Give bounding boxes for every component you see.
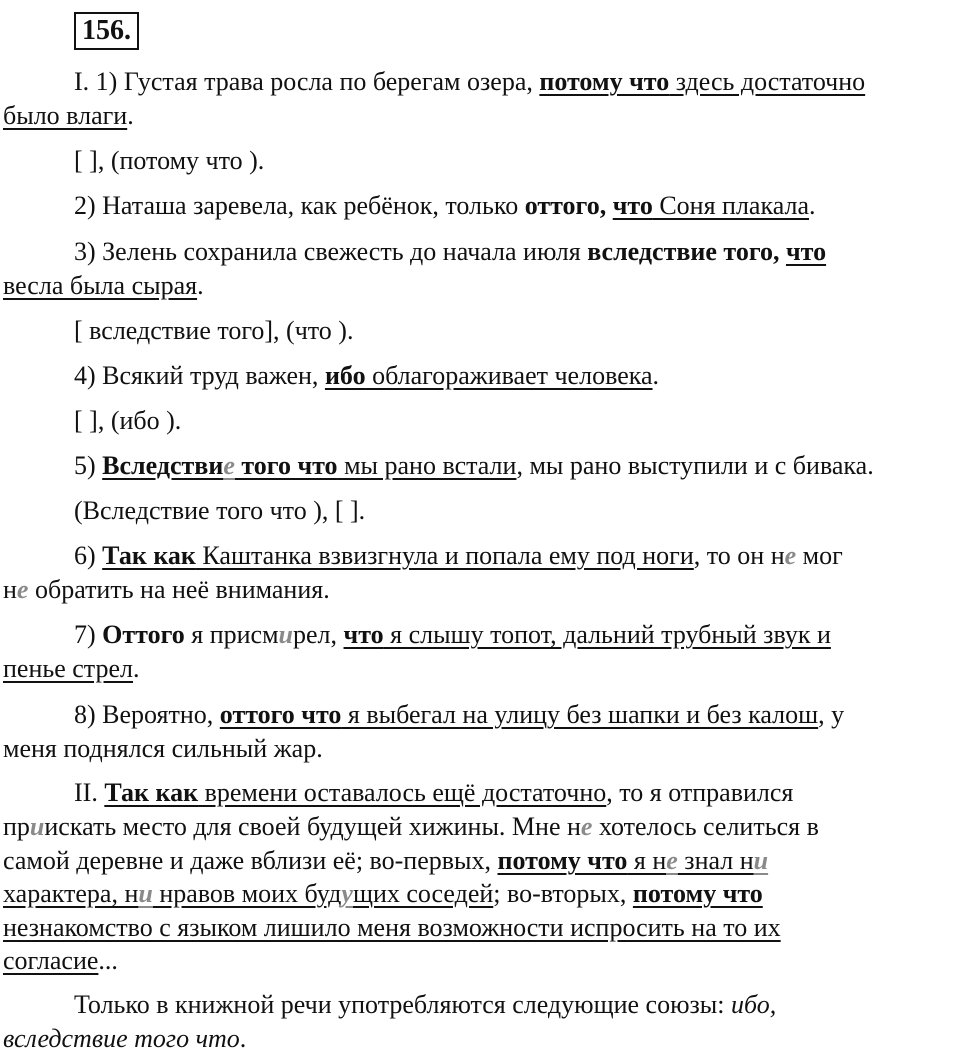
text-segment: того что bbox=[234, 451, 338, 480]
text-line bbox=[74, 146, 960, 176]
text-segment: самой деревне и даже вблизи её; во-первых, bbox=[3, 846, 498, 875]
text-line bbox=[3, 946, 960, 976]
text-segment: . bbox=[239, 1024, 247, 1053]
text-segment: Вследстви bbox=[102, 451, 224, 480]
text-segment: характера, н bbox=[3, 879, 139, 908]
text-segment: Так как bbox=[104, 778, 199, 807]
text-segment: [ ], (ибо ). bbox=[74, 406, 182, 435]
text-segment: вследствие того что bbox=[3, 1024, 240, 1053]
text-segment: е bbox=[784, 541, 797, 570]
text-segment: н bbox=[3, 575, 17, 604]
text-line bbox=[74, 496, 960, 526]
text-segment: Оттого bbox=[102, 620, 185, 649]
text-segment: (Вследствие того что ), [ ]. bbox=[74, 496, 366, 525]
text-segment: . bbox=[197, 271, 204, 300]
text-segment: ибо bbox=[324, 361, 366, 390]
text-segment: и bbox=[138, 879, 153, 908]
text-segment: здесь достаточно bbox=[669, 67, 866, 96]
text-segment: . bbox=[127, 101, 134, 130]
text-segment: незнакомство с языком лишило меня возможности испросить на то их bbox=[3, 913, 781, 942]
text-line bbox=[74, 361, 960, 391]
text-segment: [ ], (потому что ). bbox=[74, 146, 265, 175]
text-segment: мы рано встали bbox=[337, 451, 517, 480]
text-segment: облагораживает человека bbox=[365, 361, 653, 390]
text-line bbox=[3, 734, 960, 764]
text-segment: потому что bbox=[632, 879, 763, 908]
text-segment: ибо, bbox=[730, 990, 777, 1019]
text-segment: Каштанка взвизгнула и попала ему под ноги bbox=[195, 541, 694, 570]
text-segment: , то он н bbox=[693, 541, 785, 570]
exercise-number: 156. bbox=[74, 12, 139, 50]
text-segment: ... bbox=[98, 946, 118, 975]
text-segment: Соня плакала bbox=[652, 191, 809, 220]
text-line bbox=[3, 879, 960, 909]
text-line bbox=[74, 191, 960, 221]
text-segment: 2) Наташа заревела, как ребёнок, только bbox=[74, 191, 525, 220]
text-segment: обратить на неё внимания. bbox=[28, 575, 330, 604]
text-segment: знал н bbox=[677, 846, 754, 875]
text-segment: Только в книжной речи употребляются следующие союзы: bbox=[74, 990, 731, 1019]
text-segment: и bbox=[753, 846, 769, 875]
text-line bbox=[3, 654, 960, 684]
text-line bbox=[3, 812, 960, 842]
text-segment: оттого что bbox=[219, 700, 342, 729]
text-segment: щих соседей bbox=[352, 879, 494, 908]
text-segment: . bbox=[652, 361, 660, 390]
text-segment: было влаги bbox=[3, 101, 128, 130]
text-segment: я слышу топот, дальний трубный звук и bbox=[383, 620, 831, 649]
text-segment: II. bbox=[74, 778, 105, 807]
text-segment: е bbox=[223, 451, 235, 480]
text-segment: меня поднялся сильный жар. bbox=[3, 734, 323, 763]
text-segment: пенье стрел bbox=[3, 654, 133, 683]
text-segment: времени оставалось ещё достаточно bbox=[198, 778, 607, 807]
text-line bbox=[74, 541, 960, 571]
text-segment: согласие bbox=[3, 946, 99, 975]
text-segment: пр bbox=[3, 812, 30, 841]
text-segment: 3) Зелень сохранила свежесть до начала июля bbox=[74, 237, 588, 266]
text-segment: 6) bbox=[74, 541, 103, 570]
text-line bbox=[74, 990, 960, 1020]
text-segment: е bbox=[16, 575, 29, 604]
text-segment: я присм bbox=[184, 620, 279, 649]
text-segment: е bbox=[580, 812, 593, 841]
text-segment: вследствие того, bbox=[587, 237, 786, 266]
text-segment: [ вследствие того], (что ). bbox=[74, 316, 354, 345]
text-line bbox=[3, 846, 960, 876]
text-line bbox=[3, 271, 960, 301]
text-line bbox=[74, 406, 960, 436]
text-line bbox=[3, 913, 960, 943]
text-segment: . bbox=[809, 191, 816, 220]
text-segment: что bbox=[785, 237, 827, 266]
text-line bbox=[74, 778, 960, 808]
text-line bbox=[3, 1024, 960, 1054]
text-segment: 8) Вероятно, bbox=[74, 700, 220, 729]
text-segment: мог bbox=[796, 541, 843, 570]
text-segment: что bbox=[343, 620, 384, 649]
text-line bbox=[74, 700, 960, 730]
text-segment: потому что bbox=[539, 67, 670, 96]
text-segment: . bbox=[133, 654, 140, 683]
text-segment: рел, bbox=[293, 620, 344, 649]
text-segment: , мы рано выступили и с бивака. bbox=[516, 451, 874, 480]
text-line bbox=[3, 575, 960, 605]
text-segment: весла была сырая bbox=[3, 271, 198, 300]
text-segment: что bbox=[612, 191, 653, 220]
text-segment: я выбегал на улицу без шапки и без калош bbox=[341, 700, 819, 729]
text-segment: 7) bbox=[74, 620, 103, 649]
text-segment: ; во-вторых, bbox=[493, 879, 633, 908]
text-segment: I. 1) Густая трава росла по берегам озера, bbox=[74, 67, 540, 96]
text-segment: потому что bbox=[497, 846, 628, 875]
text-segment: хотелось селиться в bbox=[592, 812, 819, 841]
text-line bbox=[74, 316, 960, 346]
text-line bbox=[3, 101, 960, 131]
text-segment: е bbox=[666, 846, 678, 875]
text-line bbox=[74, 620, 960, 650]
text-segment: у bbox=[341, 879, 353, 908]
text-segment: и bbox=[29, 812, 45, 841]
text-segment: и bbox=[278, 620, 294, 649]
text-segment: оттого, bbox=[524, 191, 613, 220]
text-segment: Так как bbox=[102, 541, 196, 570]
text-segment: 4) Всякий труд важен, bbox=[74, 361, 325, 390]
text-segment: искать место для своей будущей хижины. Мне н bbox=[44, 812, 581, 841]
text-line bbox=[74, 237, 960, 267]
text-segment: , то я отправился bbox=[606, 778, 794, 807]
text-line bbox=[74, 451, 960, 481]
text-segment: я н bbox=[627, 846, 667, 875]
text-segment: 5) bbox=[74, 451, 103, 480]
text-segment: нравов моих буд bbox=[152, 879, 342, 908]
text-segment: , у bbox=[818, 700, 845, 729]
text-line bbox=[74, 67, 960, 97]
